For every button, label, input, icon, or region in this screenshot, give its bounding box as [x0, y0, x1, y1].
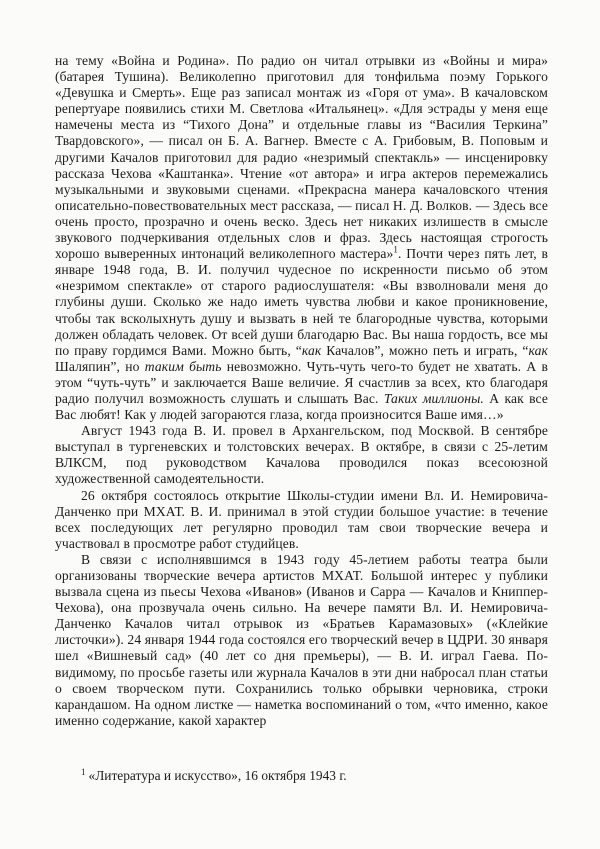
- text-run: на тему «Война и Родина». По радио он читал отрывки из «Войны и мира» (батарея Тушина). Великолепно приготовил для тонфильма поэму Горького «Девушка и Смерть». Еще раз записал монтаж из «Горя от ума». В качаловском репертуаре появились стихи М. Светлова «Итальянец». «Для эстрады у меня еще намечены места из “Тихого Дона” и отдельные главы из “Василия Теркина” Твардовского», — писал он Б. А. Вагнер. Вместе с А. Грибовым, В. Поповым и другими Качалов приготовил для радио «незримый спектакль» — инсценировку рассказа Чехова «Каштанка». Чтение «от автора» и игра актеров перемежались музыкальными и звуковыми сценами. «Прекрасна манера качаловского чтения описательно-повествовательных мест рассказа, — писал Н. Д. Волков. — Здесь все очень просто, прозрачно и очень веско. Здесь нет никаких излишеств в смысле звукового подчеркивания отдельных слов и фраз. Здесь настоящая строгость хорошо выверенных интонаций великолепного мастера»: [55, 53, 548, 262]
- text-run: 26 октября состоялось открытие Школы-студии имени Вл. И. Немировича-Данченко при МХАТ. В. И. принимал в этой студии большое участие: в течение всех последующих лет регулярно проводил там свои творческие вечера и участвовал в просмотре работ студийцев.: [55, 487, 548, 551]
- footnote-reference: 1: [393, 244, 399, 255]
- text-run: таким быть: [144, 358, 222, 374]
- text-run: как: [301, 342, 322, 358]
- text-run: В связи с исполнявшимся в 1943 году 45-летием работы театра были организованы творческие вечера артистов МХАТ. Большой интерес у публики вызвала сцена из пьесы Чехова «Иванов» (Иванов и Сарра — Качалов и Книппер-Чехова), она прозвучала очень сильно. На вечере памяти Вл. И. Немировича-Данченко Качалов читал отрывок из «Братьев Карамазовых» («Клейкие листочки»). 24 января 1944 года состоялся его творческий вечер в ЦДРИ. 30 января шел «Вишневый сад» (40 лет со дня премьеры), — В. И. играл Гаева. По-видимому, по просьбе газеты или журнала Качалов в эти дни набросал план статьи о своем творческом пути. Сохранились только обрывки черновика, строки карандашом. На одном листке — наметка воспоминаний о том, «что именно, какое именно содержание, какой характер: [55, 551, 548, 728]
- text-run: как: [528, 342, 548, 358]
- footnote-marker: 1: [81, 766, 86, 777]
- paragraph: [55, 423, 548, 487]
- paragraph: [55, 53, 548, 423]
- footnote: [55, 768, 548, 784]
- text-run: . Почти через пять лет, в январе 1948 года, В. И. получил чудесное по искренности письмо об этом «незримом спектакле» от старого радиослушателя: «Вы взволновали меня до глубины души. Сколько же надо иметь чувства любви и какое проникновение, чтобы так всколыхнуть душу и вызвать в ней те благородные чувства, которыми должен обладать человек. От всей души благодарю Вас. Вы наша гордость, все мы по праву гордимся Вами. Можно быть, “: [55, 246, 548, 358]
- text-run: А как все Вас любят! Как у людей загораются глаза, когда произносится Ваше имя…»: [55, 390, 548, 423]
- text-run: Качалов”, можно петь и играть, “: [321, 342, 529, 358]
- text-run: невозможно. Чуть-чуть чего-то будет не хватать. А в этом “чуть-чуть” и заключается Ваше величие. Я счастлив за всех, кто благодаря радио получил возможность слушать и слышать Вас.: [55, 358, 548, 406]
- footnote-text: «Литература и искусство», 16 октября 1943 г.: [88, 768, 347, 783]
- text-block: [55, 53, 548, 729]
- paragraph: [55, 552, 548, 729]
- text-run: Август 1943 года В. И. провел в Архангельском, под Москвой. В сентябре выступал в тургеневских и толстовских вечерах. В октябре, в связи с 25-летим ВЛКСМ, под руководством Качалова проводился показ всесоюзной художественной самодеятельности.: [55, 423, 548, 487]
- text-run: Шаляпин”, но: [55, 358, 145, 374]
- paragraph: [55, 488, 548, 552]
- text-run: Таких миллионы.: [383, 390, 484, 406]
